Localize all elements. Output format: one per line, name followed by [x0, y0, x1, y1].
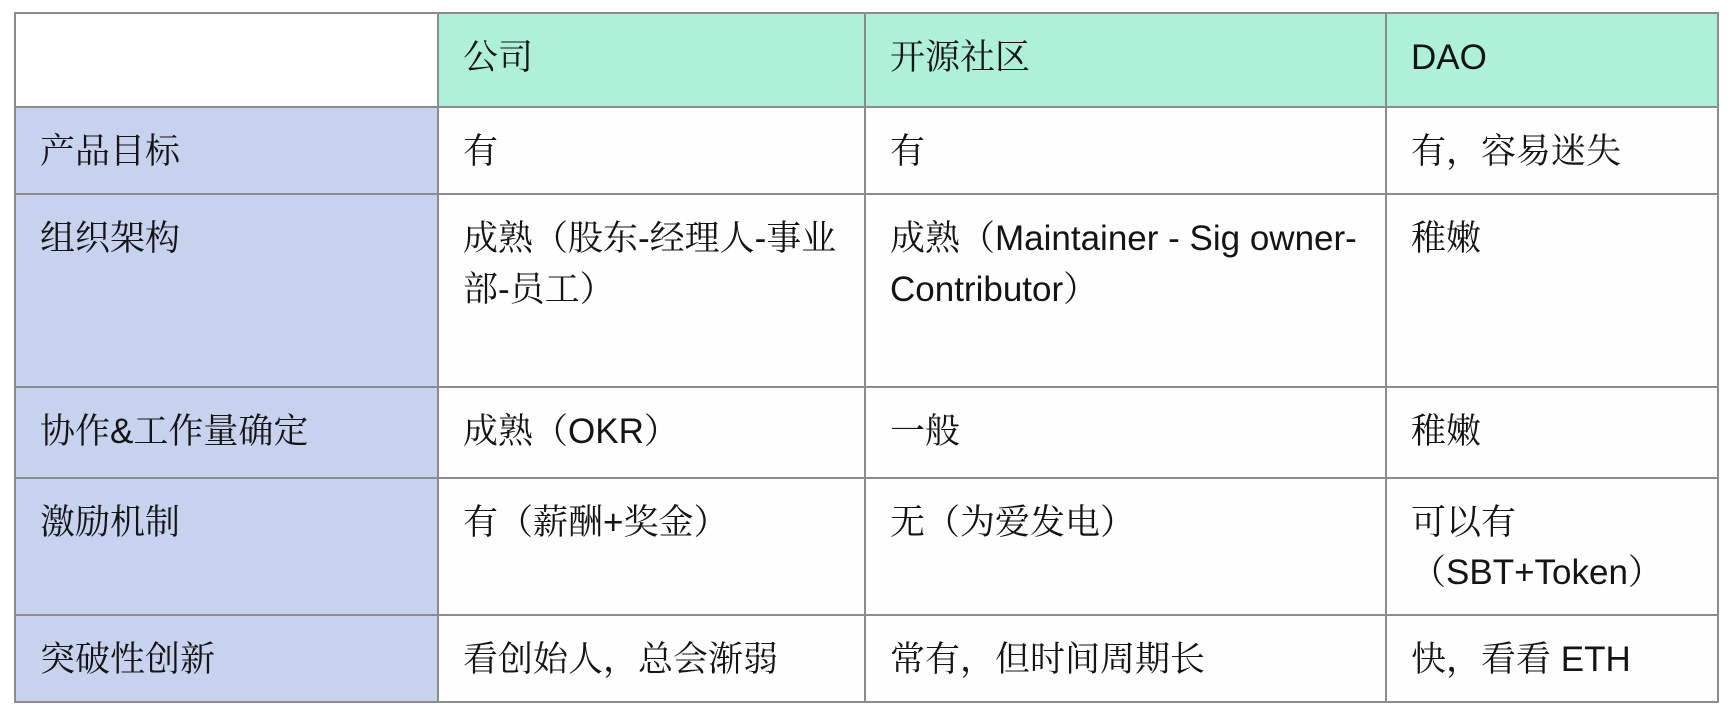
- table-row-org-structure: [15, 194, 1718, 387]
- table-cell: 成熟（Maintainer - Sig owner- Contributor）: [865, 194, 1386, 387]
- table-row-incentive: [15, 478, 1718, 616]
- table-cell: 有: [438, 107, 865, 195]
- table-cell: 看创始人，总会渐弱: [438, 615, 865, 702]
- row-header: 组织架构: [15, 194, 438, 387]
- table-header-row: [15, 13, 1718, 107]
- comparison-table-container: [14, 12, 1717, 703]
- table-cell: 可以有（SBT+Token）: [1386, 478, 1718, 616]
- table-row-collaboration: [15, 387, 1718, 478]
- row-header: 产品目标: [15, 107, 438, 195]
- row-header: 激励机制: [15, 478, 438, 616]
- corner-cell: [15, 13, 438, 107]
- table-cell: 常有，但时间周期长: [865, 615, 1386, 702]
- table-cell: 成熟（股东-经理人-事业部-员工）: [438, 194, 865, 387]
- column-header-open-source: 开源社区: [865, 13, 1386, 107]
- table-cell: 有: [865, 107, 1386, 195]
- table-cell: 有（薪酬+奖金）: [438, 478, 865, 616]
- table-cell: 快，看看 ETH: [1386, 615, 1718, 702]
- org-comparison-table: [14, 12, 1719, 703]
- row-header: 协作&工作量确定: [15, 387, 438, 478]
- table-cell: 成熟（OKR）: [438, 387, 865, 478]
- table-row-innovation: [15, 615, 1718, 702]
- table-cell: 有，容易迷失: [1386, 107, 1718, 195]
- column-header-company: 公司: [438, 13, 865, 107]
- table-cell: 稚嫩: [1386, 194, 1718, 387]
- table-cell: 无（为爱发电）: [865, 478, 1386, 616]
- table-cell: 稚嫩: [1386, 387, 1718, 478]
- row-header: 突破性创新: [15, 615, 438, 702]
- column-header-dao: DAO: [1386, 13, 1718, 107]
- table-cell: 一般: [865, 387, 1386, 478]
- table-row-product-goal: [15, 107, 1718, 195]
